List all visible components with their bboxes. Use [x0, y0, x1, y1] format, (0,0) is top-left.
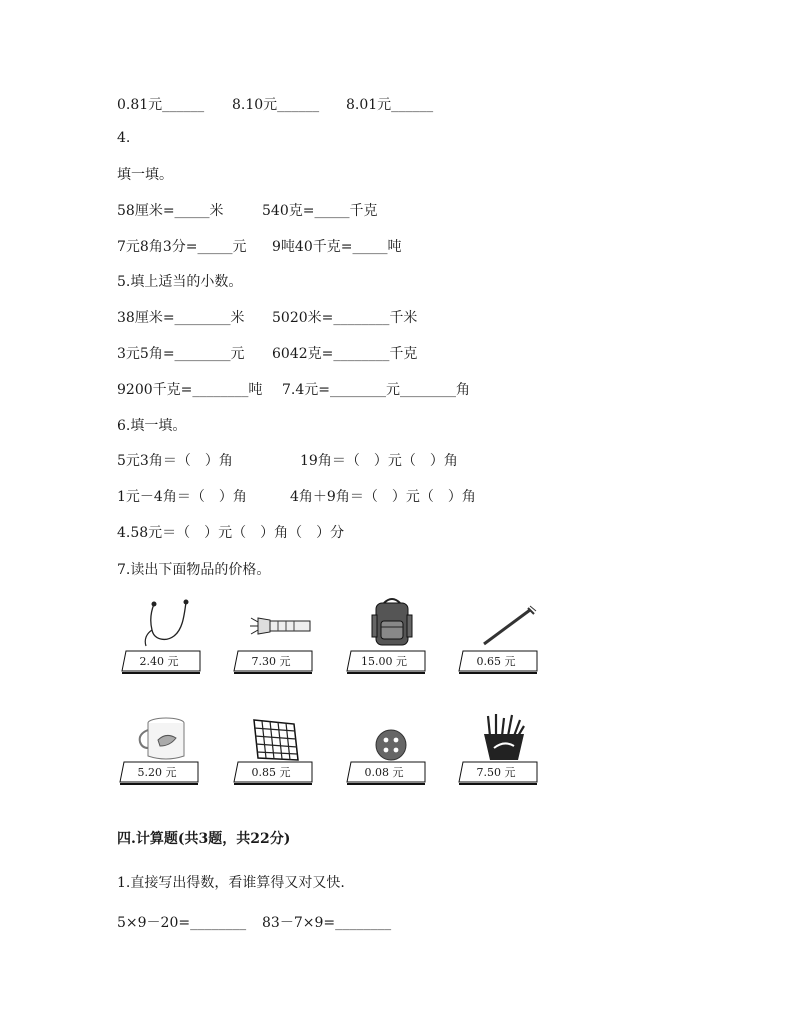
- fill-item-8-10: 8.10元______: [232, 97, 320, 113]
- question-4-number: 4.: [117, 130, 131, 146]
- q5-item-2: 5020米=________千米: [272, 310, 418, 326]
- q5-item-1: 38厘米=________米: [117, 310, 245, 326]
- section-4-heading: 四.计算题(共3题，共22分): [117, 831, 291, 847]
- earphone-icon: [140, 598, 200, 650]
- price-label: 15.00 元: [361, 655, 407, 668]
- q6-item-2: 19角＝（ ）元（ ）角: [300, 453, 458, 469]
- q4-item-3: 7元8角3分=_____元: [117, 239, 247, 255]
- price-label: 2.40 元: [139, 655, 179, 668]
- price-tag: [232, 649, 316, 675]
- section-4-q1-title: 1.直接写出得数，看谁算得又对又快.: [117, 875, 345, 891]
- q5-item-4: 6042克=________千克: [272, 346, 418, 362]
- question-6-title: 6.填一填。: [117, 418, 187, 434]
- price-label: 0.65 元: [476, 655, 516, 668]
- handkerchief-icon: [250, 716, 302, 764]
- q5-item-6: 7.4元=________元________角: [282, 382, 470, 398]
- price-tag: [457, 760, 541, 786]
- fries-icon: [480, 712, 528, 762]
- q5-item-5: 9200千克=________吨: [117, 382, 263, 398]
- fill-item-8-01: 8.01元______: [346, 97, 434, 113]
- price-tag: [232, 760, 316, 786]
- question-4-title: 填一填。: [117, 167, 173, 183]
- q4-item-4: 9吨40千克=_____吨: [272, 239, 402, 255]
- backpack-icon: [370, 597, 414, 649]
- price-label: 0.08 元: [364, 766, 404, 779]
- price-tag: [118, 760, 202, 786]
- price-label: 7.30 元: [251, 655, 291, 668]
- price-label: 5.20 元: [137, 766, 177, 779]
- fill-item-0-81: 0.81元______: [117, 97, 205, 113]
- question-5-title: 5.填上适当的小数。: [117, 274, 243, 290]
- q6-item-5: 4.58元＝（ ）元（ ）角（ ）分: [117, 525, 345, 541]
- calc-item-1: 5×9－20=________: [117, 915, 247, 931]
- q4-item-1: 58厘米=_____米: [117, 203, 224, 219]
- calc-item-2: 83－7×9=________: [262, 915, 392, 931]
- price-tag: [345, 760, 429, 786]
- price-label: 0.85 元: [251, 766, 291, 779]
- flashlight-icon: [248, 612, 314, 640]
- question-7-title: 7.读出下面物品的价格。: [117, 562, 271, 578]
- q4-item-2: 540克=_____千克: [262, 203, 378, 219]
- price-label: 7.50 元: [476, 766, 516, 779]
- q5-item-3: 3元5角=________元: [117, 346, 245, 362]
- q6-item-3: 1元－4角＝（ ）角: [117, 489, 247, 505]
- price-tag: [120, 649, 204, 675]
- price-tag: [457, 649, 541, 675]
- price-tag: [345, 649, 429, 675]
- q6-item-1: 5元3角＝（ ）角: [117, 453, 233, 469]
- mug-icon: [136, 716, 192, 762]
- button-icon: [374, 728, 408, 762]
- q6-item-4: 4角＋9角＝（ ）元（ ）角: [290, 489, 476, 505]
- toothbrush-icon: [478, 604, 538, 648]
